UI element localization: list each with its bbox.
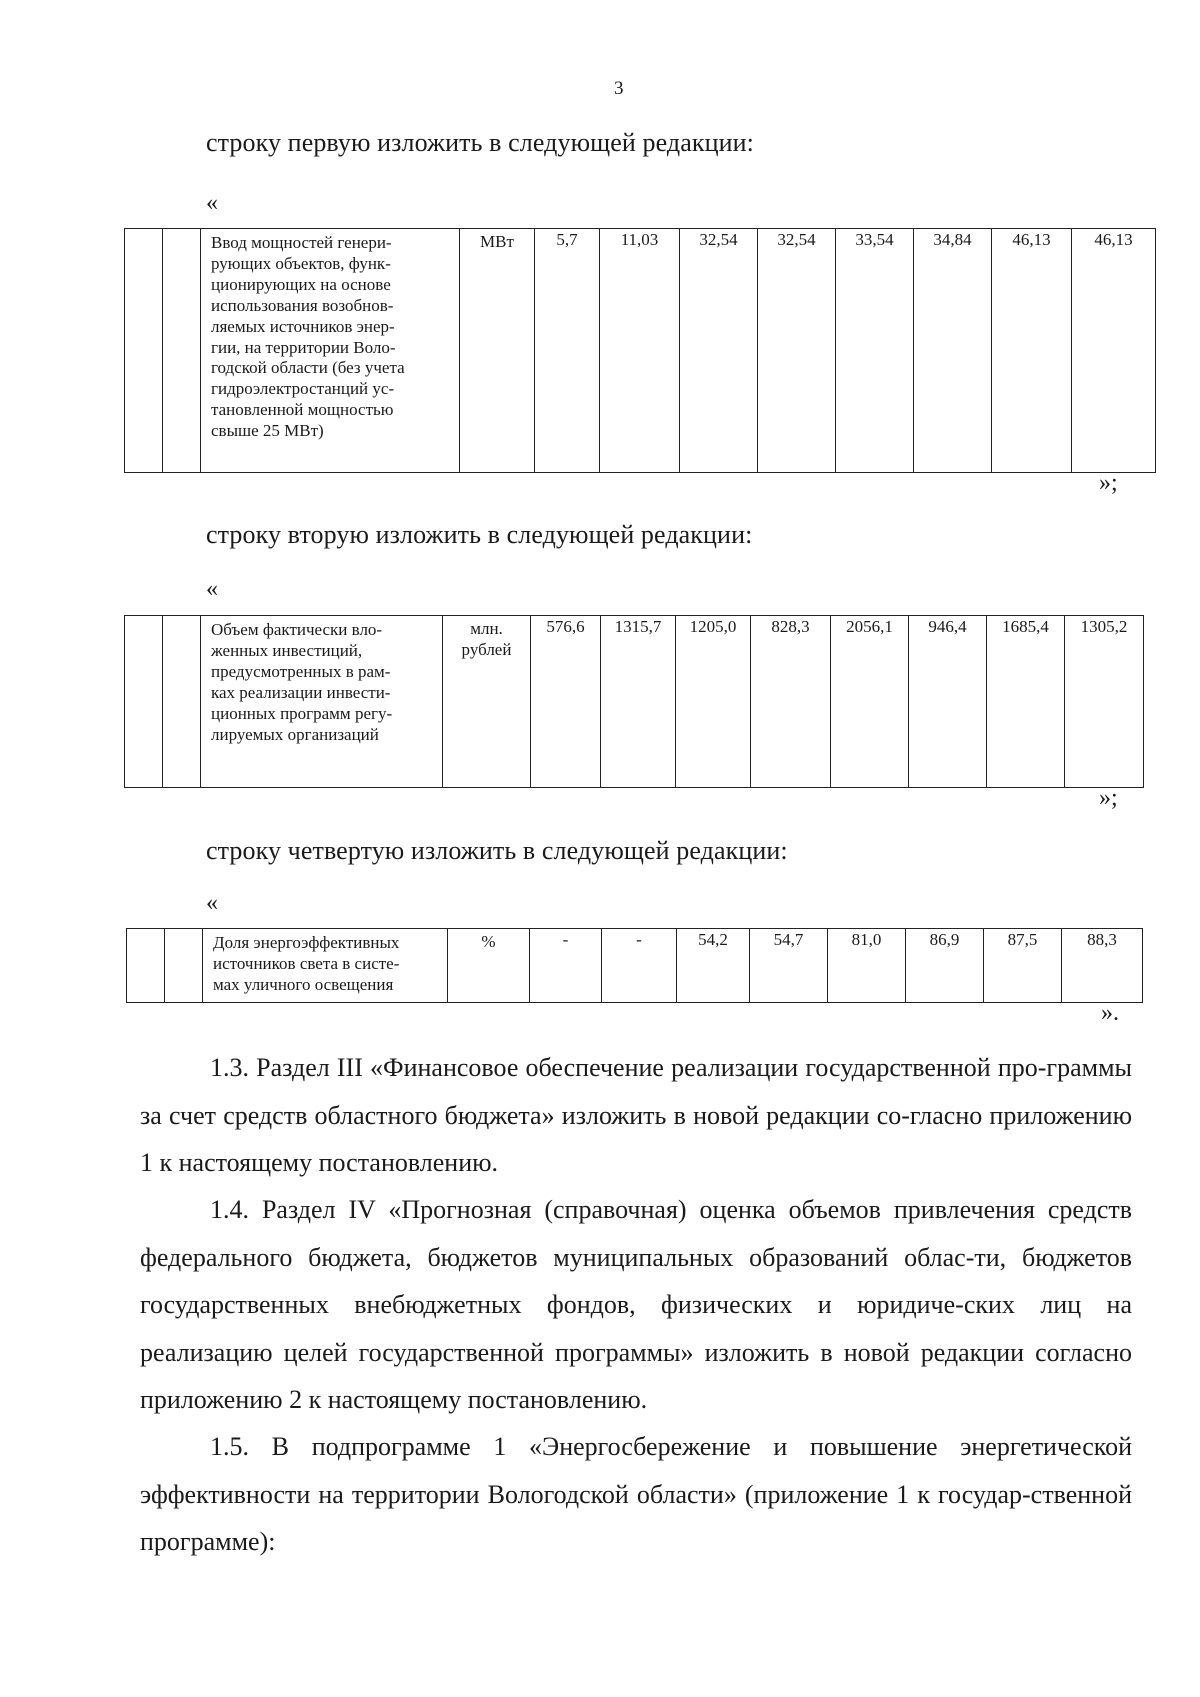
table-row [125,229,1156,473]
value-cell: 1205,0 [676,616,751,788]
indicator-description [203,929,448,1003]
value-cell: 2056,1 [831,616,909,788]
indicator-description [201,229,460,473]
unit-line: рублей [461,639,512,659]
description-line: ционных программ регу- [211,703,393,723]
empty-cell [125,616,163,788]
value-cell: 32,54 [758,229,836,473]
paragraph-1-4: 1.4. Раздел IV «Прогнозная (справочная) оценка объемов привлечения средств федерального бюджета, бюджетов муниципальных образований облас-ти, бюджетов государственных внебюджетных фондов, физических и юридиче-ских лиц на реализацию целей государственной программы» изложить в новой редакции согласно приложению 2 к настоящему постановлению. [140,1195,1132,1414]
description-line: Ввод мощностей генери- [211,233,392,252]
value-cell: 33,54 [836,229,914,473]
section-2-close-quote: »; [1099,785,1118,811]
description-line: Доля энергоэффективных [213,933,400,952]
description-line: рующих объектов, функ- [211,253,391,273]
empty-cell [163,229,201,473]
paragraph-1-3: 1.3. Раздел III «Финансовое обеспечение реализации государственной про-граммы за счет средств областного бюджета» изложить в новой редакции со-гласно приложению 1 к настоящему постановлению. [140,1053,1132,1177]
empty-cell [165,929,203,1003]
description-line: свыше 25 МВт) [211,421,324,441]
unit-cell: % [448,929,530,1003]
description-line: использования возобнов- [211,295,394,315]
section-3-close-quote: ». [1101,1000,1119,1026]
value-cell: 46,13 [992,229,1072,473]
unit-line: млн. [470,619,503,638]
value-cell: 54,2 [677,929,750,1003]
indicator-description [201,616,443,788]
value-cell: 54,7 [750,929,828,1003]
section-1-intro: строку первую изложить в следующей редакции: [206,128,754,157]
description-line: годской области (без учета [211,358,405,378]
section-2-table [124,615,1144,788]
value-cell: 1315,7 [601,616,676,788]
description-line: гидроэлектростанций ус- [211,379,395,399]
value-cell: 1305,2 [1065,616,1144,788]
value-cell: 32,54 [680,229,758,473]
table-row [125,616,1144,788]
description-line: женных инвестиций, [211,640,363,660]
description-line: ках реализации инвести- [211,682,391,702]
value-cell: 11,03 [600,229,680,473]
value-cell: 5,7 [535,229,600,473]
empty-cell [125,229,163,473]
description-line: мах уличного освещения [213,974,394,994]
value-cell: 46,13 [1072,229,1156,473]
value-cell: 576,6 [531,616,601,788]
empty-cell [127,929,165,1003]
description-line: ционирующих на основе [211,274,391,294]
value-cell: 946,4 [909,616,987,788]
unit-cell: МВт [460,229,535,473]
value-cell: 88,3 [1062,929,1143,1003]
description-line: тановленной мощностью [211,400,394,420]
section-2-open-quote: « [206,576,218,602]
empty-cell [163,616,201,788]
description-line: лируемых организаций [211,724,379,744]
table-row [127,929,1143,1003]
value-cell: - [530,929,602,1003]
description-line: источников света в систе- [213,953,400,973]
description-line: предусмотренных в рам- [211,661,391,681]
description-line: гии, на территории Воло- [211,337,396,357]
description-line: ляемых источников энер- [211,316,395,336]
section-3-table [126,928,1143,1003]
section-2-intro: строку вторую изложить в следующей редакции: [206,520,753,549]
value-cell: 828,3 [751,616,831,788]
section-1-table [124,228,1156,473]
section-1-close-quote: »; [1099,470,1118,496]
value-cell: 34,84 [914,229,992,473]
value-cell: 1685,4 [987,616,1065,788]
section-3-open-quote: « [206,890,218,916]
description-line: Объем фактически вло- [211,620,383,639]
value-cell: 87,5 [984,929,1062,1003]
page-number: 3 [614,78,624,99]
value-cell: 81,0 [828,929,906,1003]
section-1-open-quote: « [206,190,218,216]
value-cell: - [602,929,677,1003]
section-3-intro: строку четвертую изложить в следующей редакции: [206,836,788,865]
unit-cell [443,616,531,788]
paragraph-1-5: 1.5. В подпрограмме 1 «Энергосбережение и повышение энергетической эффективности на территории Вологодской области» (приложение 1 к государ-ственной программе): [140,1432,1132,1556]
value-cell: 86,9 [906,929,984,1003]
